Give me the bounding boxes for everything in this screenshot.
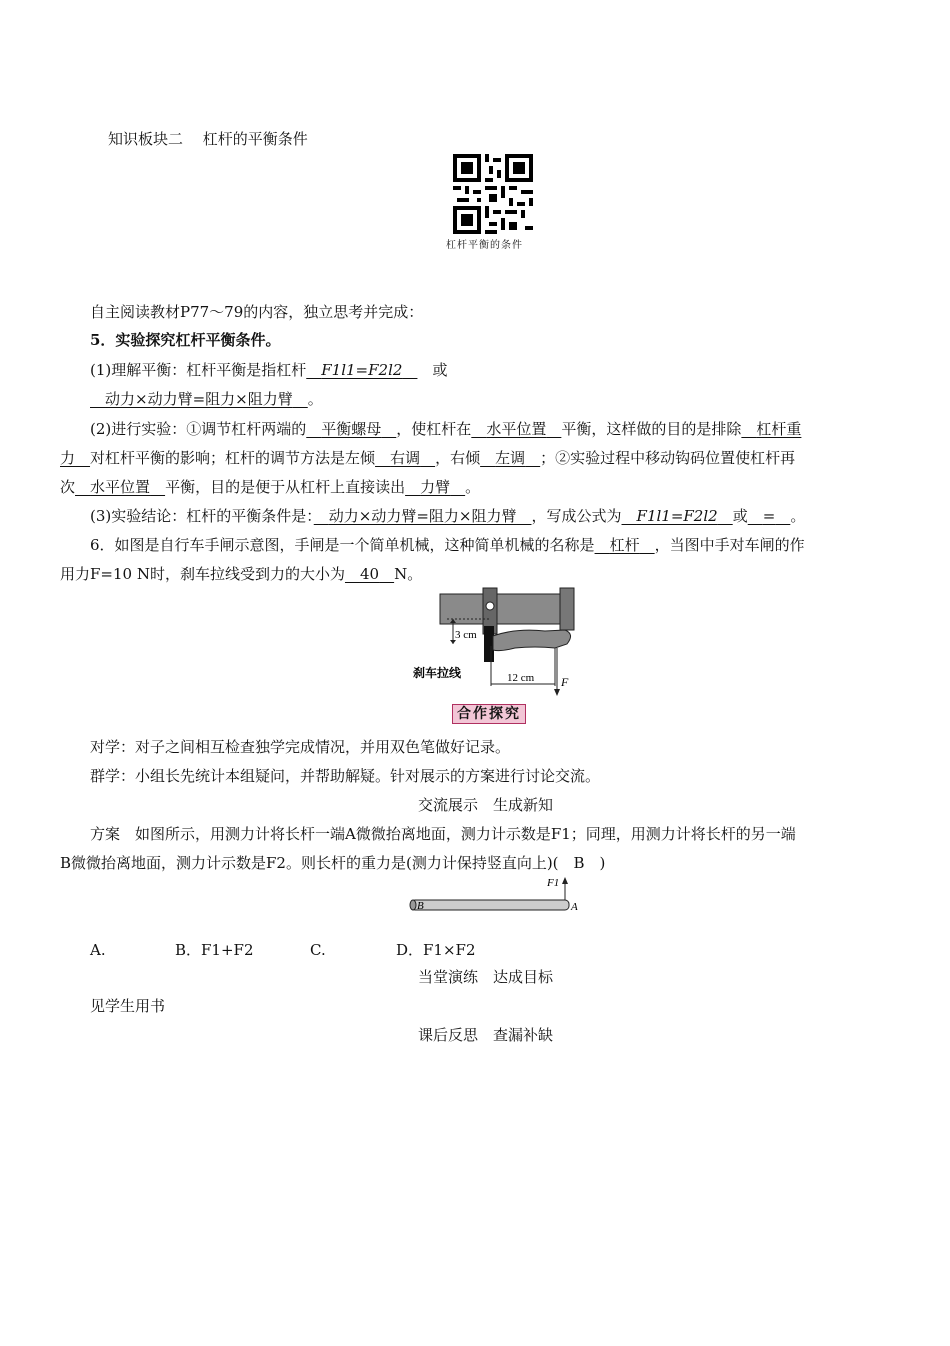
answer-balance-nut: 平衡螺母 bbox=[321, 420, 382, 438]
section-title bbox=[108, 129, 308, 149]
answer-lever-weight-a: 杠杆重 bbox=[756, 420, 802, 438]
q6-line2: 用力F=10 N时，刹车拉线受到力的大小为 40 N。 bbox=[60, 565, 423, 583]
qr-code-image[interactable] bbox=[453, 154, 533, 234]
q5-heading: 5．实验探究杠杆平衡条件。 bbox=[90, 331, 281, 349]
qr-caption: 杠杆平衡的条件 bbox=[446, 240, 523, 251]
answer-formula-1: F1l1=F2l2 bbox=[321, 361, 403, 379]
rod-diagram bbox=[405, 872, 585, 917]
answer-40: 40 bbox=[359, 565, 380, 583]
coop-badge: 合作探究 bbox=[452, 704, 526, 724]
answer-horizontal-2: 水平位置 bbox=[90, 478, 151, 496]
q5-part1-line2: 动力×动力臂=阻力×阻力臂 。 bbox=[105, 390, 323, 408]
label-B: B bbox=[417, 900, 424, 912]
answer-lever: 杠杆 bbox=[609, 536, 640, 554]
practice-heading: 当堂演练 达成目标 bbox=[418, 968, 554, 986]
answer-left-adjust: 左调 bbox=[495, 449, 526, 467]
answer-formula-2: F1l1=F2l2 bbox=[636, 507, 718, 525]
answer-ratio: = bbox=[762, 507, 776, 525]
group-study-text: 群学：小组长先统计本组疑问，并帮助解疑。针对展示的方案进行讨论交流。 bbox=[90, 767, 601, 785]
answer-horizontal-1: 水平位置 bbox=[486, 420, 547, 438]
q5-part2-line3: 次 水平位置 平衡，目的是便于从杠杆上直接读出 力臂 。 bbox=[60, 478, 481, 496]
section-number: 知识板块二 bbox=[108, 130, 184, 148]
option-c: C. bbox=[310, 941, 326, 959]
intro-text: 自主阅读教材P77～79的内容，独立思考并完成： bbox=[90, 303, 424, 321]
pair-study-text: 对学：对子之间相互检查独学完成情况，并用双色笔做好记录。 bbox=[90, 738, 511, 756]
answer-words-2: 动力×动力臂=阻力×阻力臂 bbox=[328, 507, 517, 525]
label-force-F: F bbox=[561, 675, 569, 689]
section-name: 杠杆的平衡条件 bbox=[202, 130, 308, 148]
answer-lever-weight-b: 力 bbox=[60, 449, 76, 467]
book-note: 见学生用书 bbox=[90, 997, 166, 1015]
q5-part1-line1: (1)理解平衡：杠杆平衡是指杠杆 F1l1=F2l2 或 bbox=[90, 361, 448, 379]
reflect-heading: 课后反思 查漏补缺 bbox=[418, 1026, 554, 1044]
label-brake-wire: 刹车拉线 bbox=[413, 666, 462, 680]
q5-part2-line2: 力 对杠杆平衡的影响；杠杆的调节方法是左倾 右调 ，右倾 左调 ；②实验过程中移动钩码位置使杠杆再 bbox=[60, 449, 796, 467]
answer-right-adjust: 右调 bbox=[390, 449, 421, 467]
answer-lever-arm: 力臂 bbox=[420, 478, 451, 496]
label-12cm: 12 cm bbox=[507, 672, 535, 684]
option-a: A. bbox=[90, 941, 106, 959]
label-A: A bbox=[571, 901, 578, 913]
plan-line1: 方案 如图所示，用测力计将长杆一端A微微抬离地面，测力计示数是F1；同理，用测力计将长杆的另一端 bbox=[90, 825, 796, 843]
q6-line1: 6．如图是自行车手闸示意图，手闸是一个简单机械，这种简单机械的名称是 杠杆 ，当图中手对车闸的作 bbox=[90, 536, 805, 554]
q5-part2-line1: (2)进行实验：①调节杠杆两端的 平衡螺母 ，使杠杆在 水平位置 平衡，这样做的目的是排除 杠杆重 bbox=[90, 420, 802, 438]
q5-part3-line: (3)实验结论：杠杆的平衡条件是： 动力×动力臂=阻力×阻力臂 ，写成公式为 F1l1=F2l2 或 = 。 bbox=[90, 507, 806, 525]
label-F1: F1 bbox=[547, 877, 560, 889]
brake-lever-diagram bbox=[405, 586, 585, 696]
label-3cm: 3 cm bbox=[455, 629, 477, 641]
option-b: B．F1+F2 bbox=[175, 941, 254, 959]
option-d: D．F1×F2 bbox=[396, 941, 476, 959]
plan-line2: B微微抬离地面，测力计示数是F2。则长杆的重力是(测力计保持竖直向上)( B ) bbox=[60, 854, 606, 872]
answer-words-1: 动力×动力臂=阻力×阻力臂 bbox=[105, 390, 293, 408]
exchange-heading: 交流展示 生成新知 bbox=[418, 796, 554, 814]
